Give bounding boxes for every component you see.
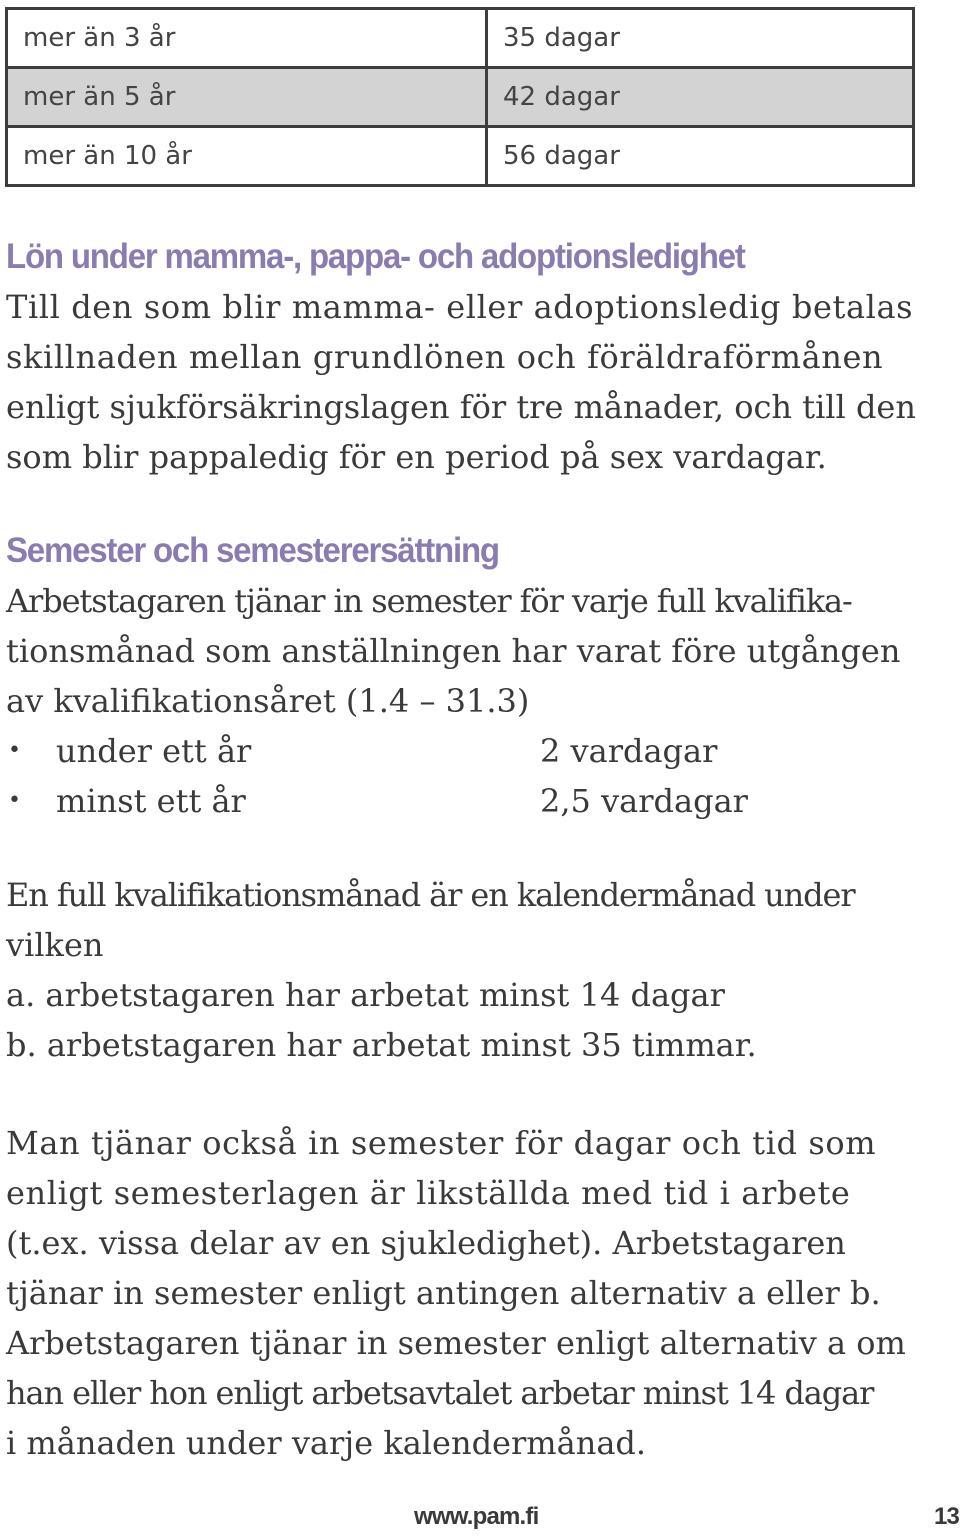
paragraph-line: Man tjänar också in semester för dagar och tid som: [6, 1124, 877, 1162]
list-item-value: 2,5 vardagar: [540, 782, 748, 820]
paragraph-line: En full kvalifikationsmånad är en kalendermånad under: [6, 876, 855, 914]
table-cell-days: 56 dagar: [487, 127, 914, 186]
bullet-icon: •: [8, 738, 21, 763]
page-footer: [0, 1503, 960, 1538]
page-number: 13: [934, 1503, 960, 1530]
table-row: [7, 9, 914, 68]
paragraph-line: enligt sjukförsäkringslagen för tre månader, och till den: [6, 388, 916, 426]
table-cell-days: 35 dagar: [487, 9, 914, 68]
bullet-icon: •: [8, 788, 21, 813]
paragraph-line: skillnaden mellan grundlönen och föräldraförmånen: [6, 338, 884, 376]
table-cell-period: mer än 5 år: [7, 68, 487, 127]
footer-url-link[interactable]: www.pam.fi: [414, 1503, 539, 1530]
paragraph-line: tjänar in semester enligt antingen alternativ a eller b.: [6, 1274, 881, 1312]
paragraph-line: tionsmånad som anställningen har varat före utgången: [6, 632, 901, 670]
paragraph-line: a. arbetstagaren har arbetat minst 14 dagar: [6, 976, 725, 1014]
list-item: [6, 776, 916, 826]
paragraph-line: Arbetstagaren tjänar in semester för varje full kvalifika-: [6, 582, 852, 620]
paragraph-line: Till den som blir mamma- eller adoptionsledig betalas: [6, 288, 914, 326]
list-item-label: minst ett år: [56, 782, 246, 820]
list-item-label: under ett år: [56, 732, 252, 770]
notice-period-table: [5, 7, 915, 187]
table-row: [7, 68, 914, 127]
paragraph-line: som blir pappaledig för en period på sex vardagar.: [6, 438, 827, 476]
list-item-value: 2 vardagar: [540, 732, 718, 770]
paragraph-line: vilken: [6, 926, 104, 964]
page-content: [6, 230, 916, 1468]
paragraph-line: av kvalifikationsåret (1.4 – 31.3): [6, 682, 530, 720]
paragraph-line: i månaden under varje kalendermånad.: [6, 1424, 647, 1462]
paragraph-line: b. arbetstagaren har arbetat minst 35 timmar.: [6, 1026, 757, 1064]
table-cell-period: mer än 3 år: [7, 9, 487, 68]
section-heading-vacation: Semester och semesterersättning: [6, 529, 499, 570]
paragraph-line: Arbetstagaren tjänar in semester enligt alternativ a om: [6, 1324, 906, 1362]
paragraph-line: enligt semesterlagen är likställda med tid i arbete: [6, 1174, 851, 1212]
table-row: [7, 127, 914, 186]
table-cell-days: 42 dagar: [487, 68, 914, 127]
table-cell-period: mer än 10 år: [7, 127, 487, 186]
paragraph-line: (t.ex. vissa delar av en sjukledighet). Arbetstagaren: [6, 1224, 846, 1262]
paragraph-line: han eller hon enligt arbetsavtalet arbetar minst 14 dagar: [6, 1374, 874, 1412]
list-item: [6, 726, 916, 776]
section-heading-parental-leave: Lön under mamma-, pappa- och adoptionsledighet: [6, 235, 745, 276]
